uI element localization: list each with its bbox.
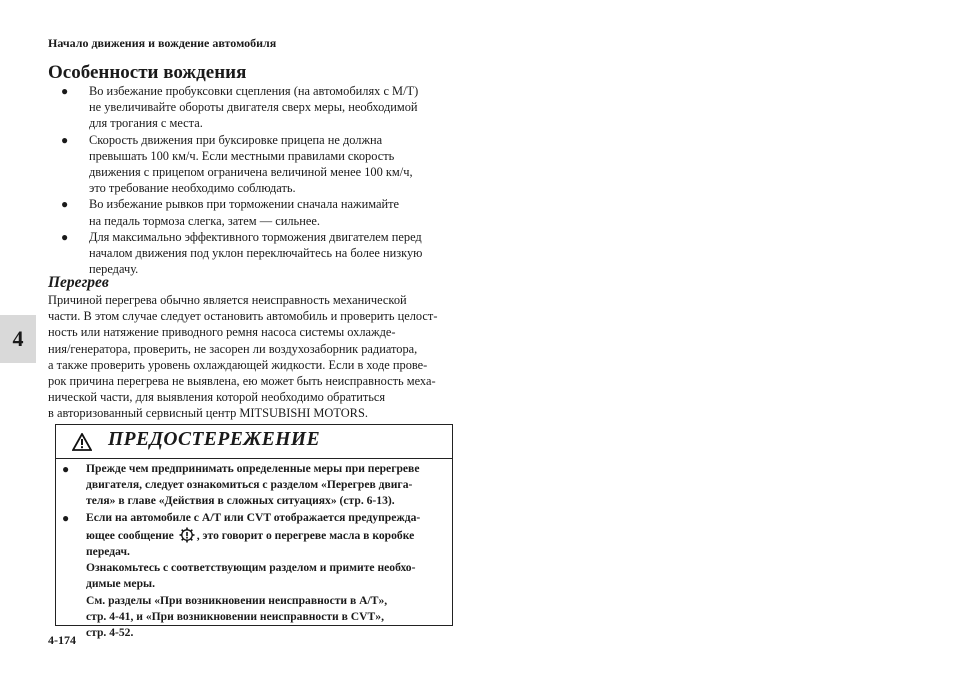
warning-line: димые меры. [86, 577, 155, 591]
warning-triangle-icon [72, 433, 92, 451]
overheat-heading: Перегрев [48, 274, 109, 291]
warning-line: См. разделы «При возникновении неисправности в A/T», [86, 593, 388, 607]
warning-box [55, 424, 453, 640]
chapter-tab [0, 315, 36, 363]
chapter-number: 4 [12, 326, 24, 351]
warning-line: передач. [86, 545, 130, 559]
warning-line: двигателя, следует ознакомиться с разделом «Перегрев двига- [86, 478, 413, 492]
list-item [55, 229, 455, 278]
list-item [55, 83, 455, 132]
warning-text: , это говорит о перегреве масла в коробке [196, 528, 415, 542]
bullet-icon: ● [61, 132, 69, 147]
transmission-overheat-icon [178, 526, 196, 544]
list-item [62, 510, 448, 642]
warning-line: Если на автомобиле с A/T или CVT отображается предупрежда- [86, 510, 421, 524]
list-item [55, 196, 455, 228]
warning-line: Ознакомьтесь с соответствующим разделом и примите необхо- [86, 561, 416, 575]
list-item [62, 461, 448, 510]
warning-list [62, 461, 448, 641]
warning-line: стр. 4-52. [86, 626, 134, 640]
warning-header [56, 425, 452, 459]
page-title: Особенности вождения [48, 62, 247, 83]
overheat-paragraph: Причиной перегрева обычно является неисправность механической части. В этом случае следует остановить автомобиль и проверить целост- ность или натяжение приводного ремня насоса системы охлажде- ния/генератора, проверить, не засорен ли воздухозаборник радиатора, а также проверить уровень охлаждающей жидкости. Если в ходе прове- рок причина перегрева не выявлена, ею может быть неисправность меха- нической части, для выявления которой необходимо обратиться в авторизованный сервисный центр MITSUBISHI MOTORS. [48, 293, 438, 421]
bullet-icon: ● [62, 462, 70, 476]
bullet-icon: ● [61, 197, 69, 212]
list-item-text: Для максимально эффективного торможения двигателем перед началом движения под уклон переключайтесь на более низкую передачу. [89, 229, 423, 277]
warning-text: ющее сообщение [86, 528, 177, 542]
bullet-icon: ● [62, 510, 70, 525]
warning-line: теля» в главе «Действия в сложных ситуациях» (стр. 6-13). [86, 494, 395, 508]
list-item [55, 132, 455, 197]
bullet-icon: ● [61, 84, 69, 98]
warning-line: Прежде чем предпринимать определенные меры при перегреве [86, 462, 420, 475]
bullet-icon: ● [61, 229, 69, 244]
warning-line: стр. 4-41, и «При возникновении неисправности в CVT», [86, 609, 384, 623]
page-number: 4-174 [48, 633, 76, 647]
section-header: Начало движения и вождение автомобиля [48, 36, 277, 50]
warning-line [86, 526, 448, 544]
list-item-text: Скорость движения при буксировке прицепа не должна превышать 100 км/ч. Если местными правилами скорость движения с прицепом ограничена величиной менее 100 км/ч, это требование необходимо соблюдать. [89, 132, 413, 196]
warning-title: ПРЕДОСТЕРЕЖЕНИЕ [108, 429, 321, 450]
driving-tips-list [55, 83, 455, 277]
list-item-text: Во избежание пробуксовки сцепления (на автомобилях с М/Т) не увеличивайте обороты двигателя сверх меры, необходимой для трогания с места. [89, 84, 419, 131]
list-item-text: Во избежание рывков при торможении сначала нажимайте на педаль тормоза слегка, затем — сильнее. [89, 197, 400, 228]
